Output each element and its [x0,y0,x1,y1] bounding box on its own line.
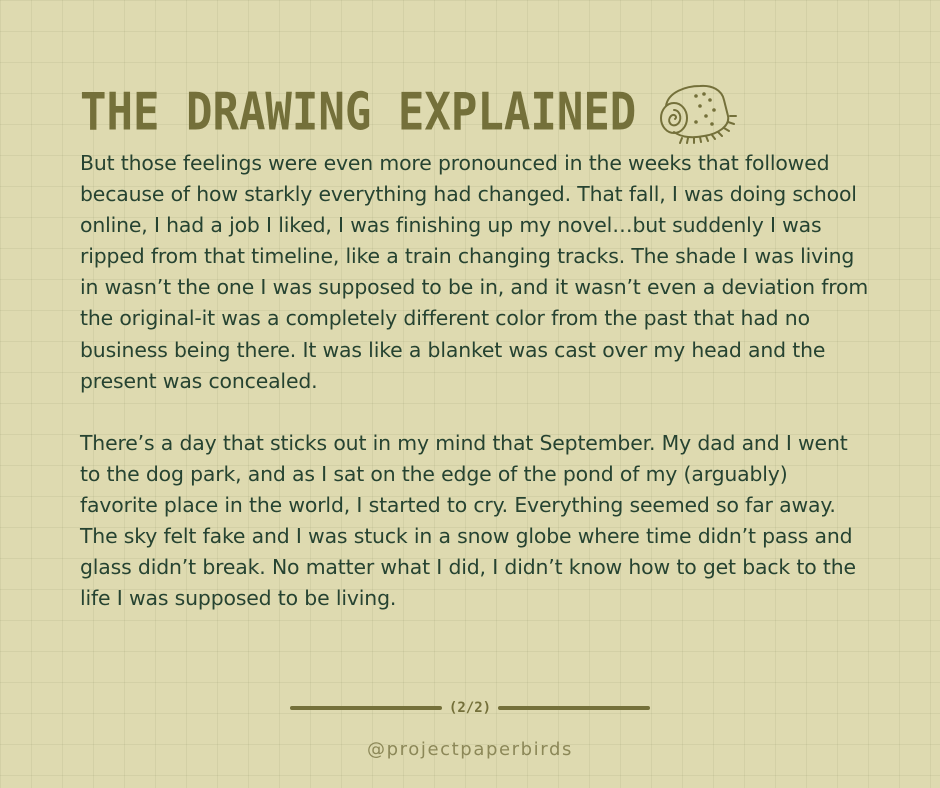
page-divider [0,700,940,716]
paragraph: But those feelings were even more pronounced in the weeks that followed because of how starkly everything had changed. That fall, I was doing school online, I had a job I liked, I was finishing up my novel…but suddenly I was ripped from that timeline, like a train changing tracks. The shade I was living in wasn’t the one I was supposed to be in, and it wasn’t even a deviation from the original-it was a completely different color from the past that had no business being there. It was like a blanket was cast over my head and the present was concealed. [80,151,869,393]
header [80,72,742,152]
rolled-blanket-icon [652,80,742,144]
divider-line-left [290,706,442,710]
page-indicator: (2/2) [448,700,492,716]
page-title: THE DRAWING EXPLAINED [80,81,637,143]
social-handle: @projectpaperbirds [367,739,573,760]
paragraph: There’s a day that sticks out in my mind that September. My dad and I went to the dog park, and as I sat on the edge of the pond of my (arguably) favorite place in the world, I started to cry. Everything seemed so far away. The sky felt fake and I was stuck in a snow globe where time didn’t pass and glass didn’t break. No matter what I did, I didn’t know how to get back to the life I was supposed to be living. [80,430,856,611]
body-text [80,148,870,614]
divider-line-right [498,706,650,710]
